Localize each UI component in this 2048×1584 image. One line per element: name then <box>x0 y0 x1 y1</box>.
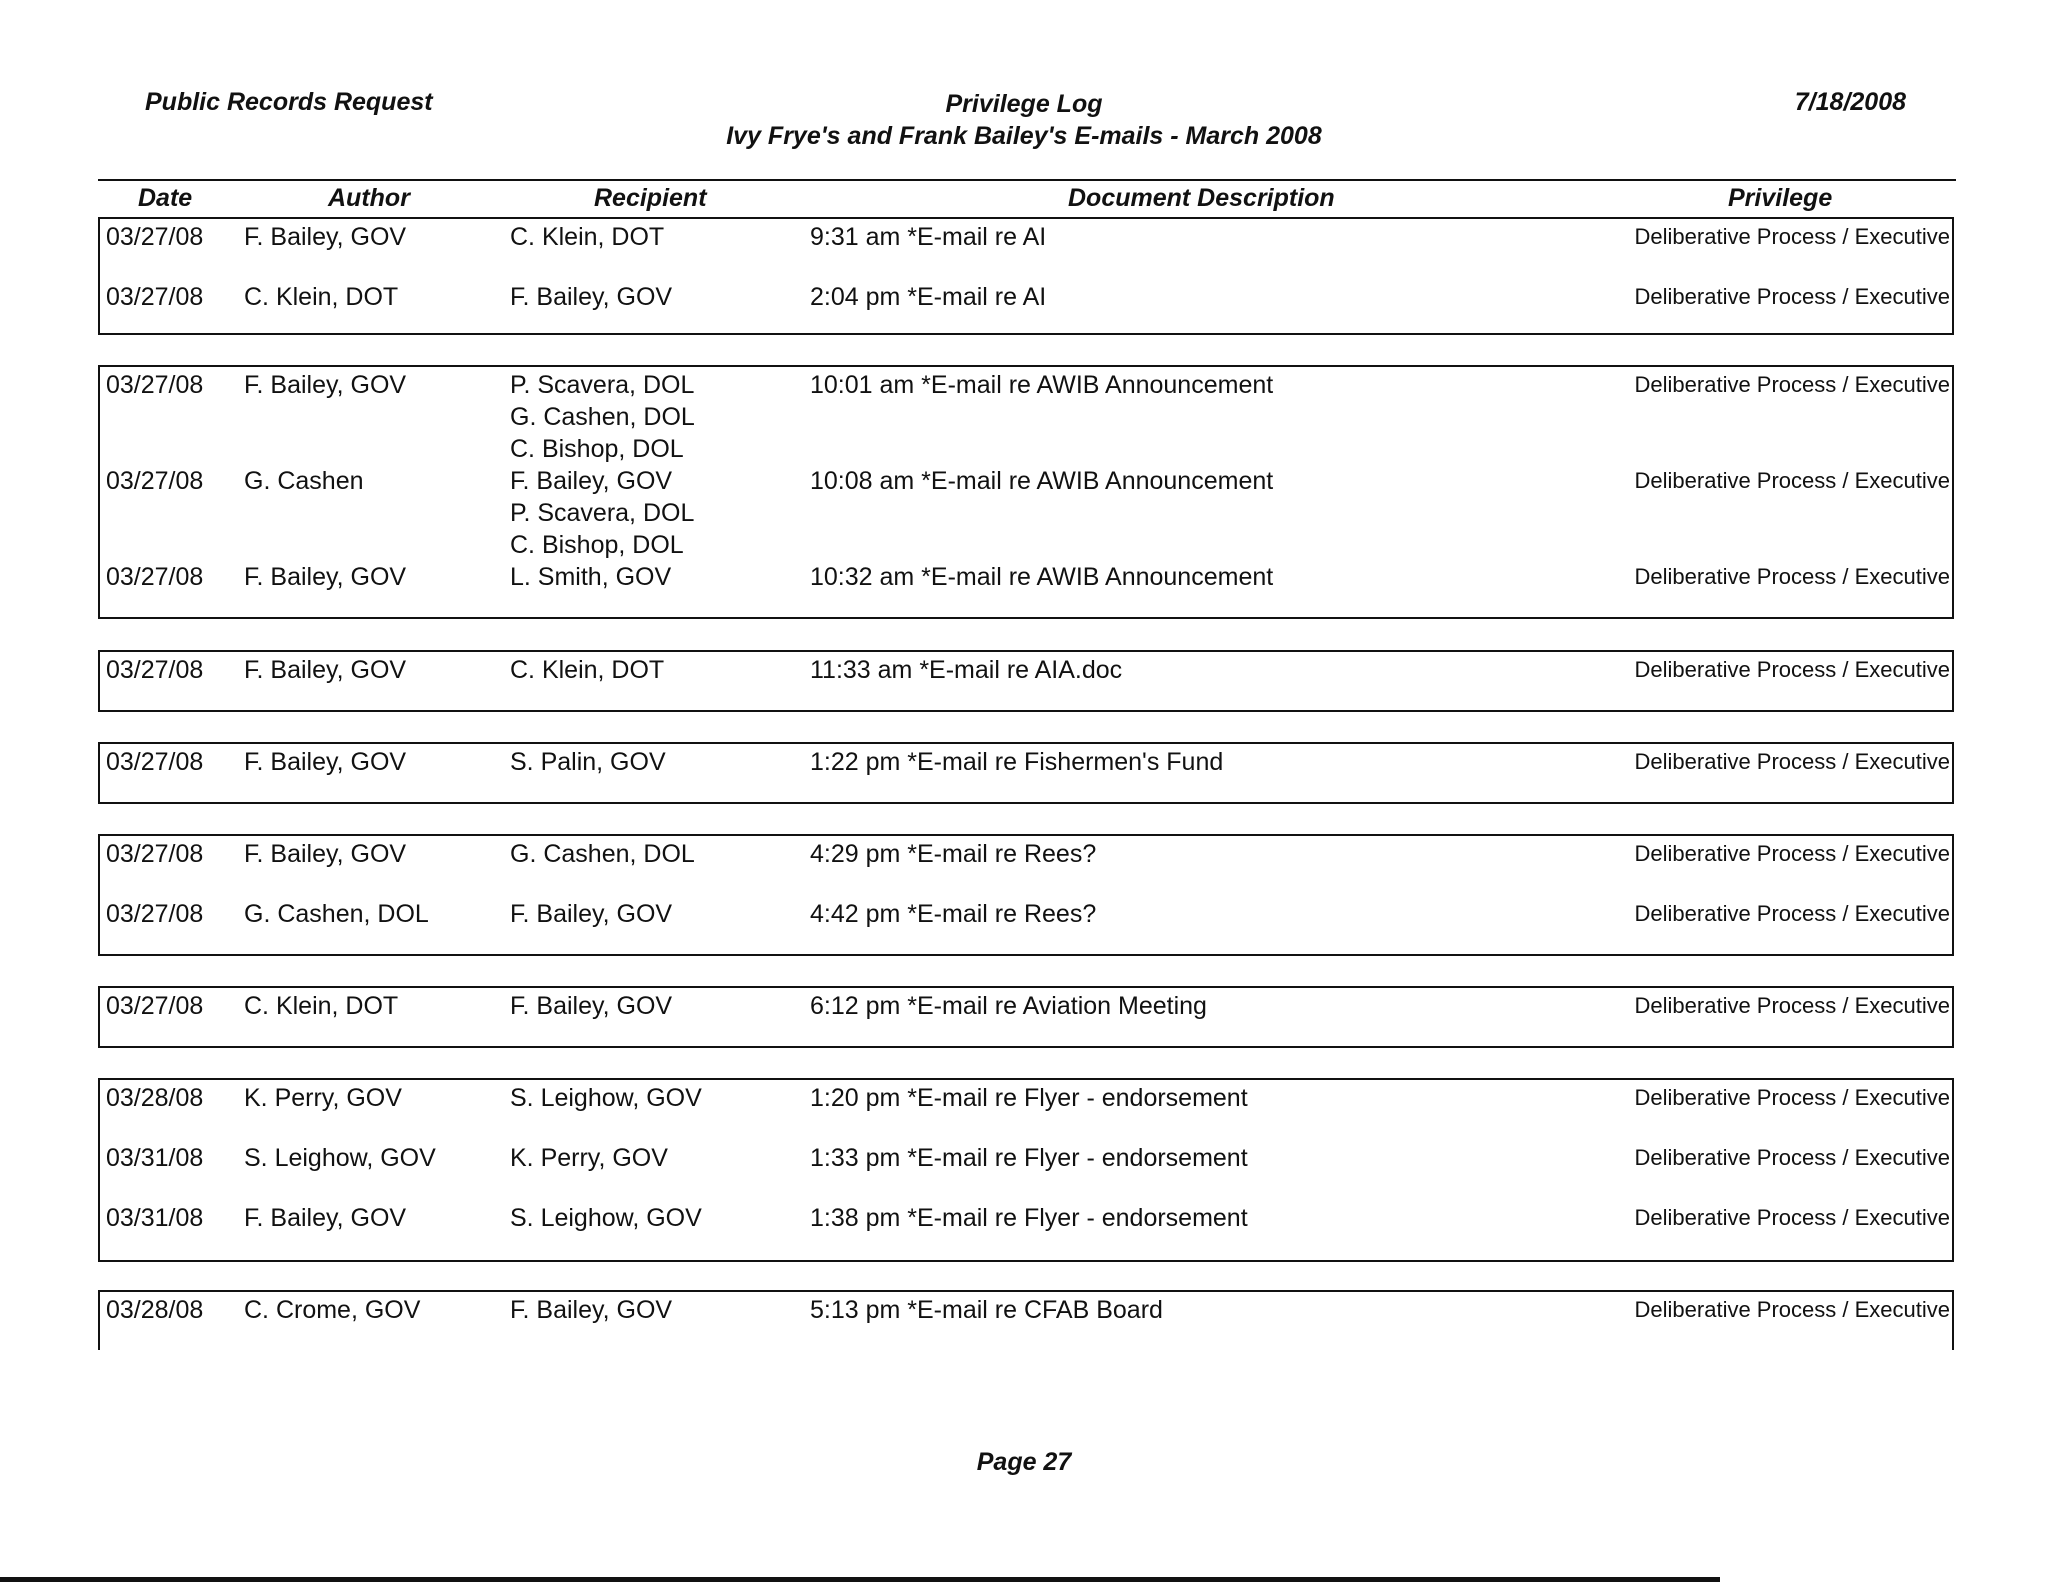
entry-recipients <box>510 1142 668 1174</box>
entry-author: C. Klein, DOT <box>244 992 399 1020</box>
entry-author: F. Bailey, GOV <box>244 748 407 776</box>
recipient-name: S. Palin, GOV <box>510 748 666 776</box>
recipient-name: P. Scavera, DOL <box>510 371 695 399</box>
log-group <box>98 1290 1954 1350</box>
log-group <box>98 650 1954 712</box>
entry-privilege: Deliberative Process / Executive <box>1634 468 1950 493</box>
log-group <box>98 1078 1954 1262</box>
entry-recipients <box>510 1082 702 1114</box>
entry-author: S. Leighow, GOV <box>244 1144 436 1172</box>
entry-author: G. Cashen, DOL <box>244 900 429 928</box>
recipient-name: F. Bailey, GOV <box>510 992 673 1020</box>
entry-privilege: Deliberative Process / Executive <box>1634 1205 1950 1230</box>
column-header-date: Date <box>138 184 193 212</box>
entry-date: 03/27/08 <box>106 656 204 684</box>
log-group <box>98 365 1954 619</box>
entry-recipients <box>510 221 664 253</box>
header-center-line2: Ivy Frye's and Frank Bailey's E-mails - March 2008 <box>726 122 1322 150</box>
log-group <box>98 217 1954 335</box>
recipient-name: G. Cashen, DOL <box>510 403 695 431</box>
recipient-name: C. Klein, DOT <box>510 656 665 684</box>
entry-recipients <box>510 1294 672 1326</box>
entry-recipients <box>510 1202 702 1234</box>
entry-description: 6:12 pm *E-mail re Aviation Meeting <box>810 992 1207 1020</box>
header-center <box>0 88 2048 152</box>
entry-date: 03/31/08 <box>106 1204 204 1232</box>
entry-privilege: Deliberative Process / Executive <box>1634 372 1950 397</box>
bottom-rule <box>0 1577 1720 1582</box>
entry-privilege: Deliberative Process / Executive <box>1634 1145 1950 1170</box>
header-rule <box>98 179 1956 181</box>
recipient-name: C. Klein, DOT <box>510 223 665 251</box>
entry-description: 9:31 am *E-mail re AI <box>810 223 1047 251</box>
entry-description: 1:33 pm *E-mail re Flyer - endorsement <box>810 1144 1248 1172</box>
entry-author: C. Klein, DOT <box>244 283 399 311</box>
header-center-line1: Privilege Log <box>945 90 1103 118</box>
entry-privilege: Deliberative Process / Executive <box>1634 993 1950 1018</box>
entry-description: 11:33 am *E-mail re AIA.doc <box>810 656 1123 684</box>
recipient-name: P. Scavera, DOL <box>510 499 695 527</box>
recipient-name: S. Leighow, GOV <box>510 1204 702 1232</box>
entry-author: F. Bailey, GOV <box>244 656 407 684</box>
entry-date: 03/27/08 <box>106 223 204 251</box>
entry-date: 03/27/08 <box>106 900 204 928</box>
entry-privilege: Deliberative Process / Executive <box>1634 284 1950 309</box>
recipient-name: F. Bailey, GOV <box>510 900 673 928</box>
entry-recipients <box>510 898 672 930</box>
log-group <box>98 742 1954 804</box>
entry-author: C. Crome, GOV <box>244 1296 421 1324</box>
column-header-recipient: Recipient <box>594 184 707 212</box>
entry-recipients <box>510 369 695 465</box>
entry-date: 03/27/08 <box>106 467 204 495</box>
recipient-name: C. Bishop, DOL <box>510 435 684 463</box>
entry-recipients <box>510 990 672 1022</box>
entry-recipients <box>510 561 671 593</box>
entry-date: 03/27/08 <box>106 840 204 868</box>
entry-privilege: Deliberative Process / Executive <box>1634 1085 1950 1110</box>
recipient-name: F. Bailey, GOV <box>510 1296 673 1324</box>
entry-date: 03/27/08 <box>106 992 204 1020</box>
column-header-description: Document Description <box>1068 184 1335 212</box>
entry-description: 1:22 pm *E-mail re Fishermen's Fund <box>810 748 1224 776</box>
entry-description: 10:08 am *E-mail re AWIB Announcement <box>810 467 1274 495</box>
entry-privilege: Deliberative Process / Executive <box>1634 749 1950 774</box>
entry-date: 03/28/08 <box>106 1084 204 1112</box>
entry-description: 5:13 pm *E-mail re CFAB Board <box>810 1296 1163 1324</box>
entry-date: 03/28/08 <box>106 1296 204 1324</box>
page-number: Page 27 <box>976 1448 1072 1476</box>
entry-author: F. Bailey, GOV <box>244 563 407 591</box>
entry-description: 2:04 pm *E-mail re AI <box>810 283 1047 311</box>
recipient-name: F. Bailey, GOV <box>510 467 673 495</box>
entry-privilege: Deliberative Process / Executive <box>1634 901 1950 926</box>
recipient-name: K. Perry, GOV <box>510 1144 668 1172</box>
entry-recipients <box>510 654 664 686</box>
entry-description: 1:20 pm *E-mail re Flyer - endorsement <box>810 1084 1248 1112</box>
entry-recipients <box>510 281 672 313</box>
entry-privilege: Deliberative Process / Executive <box>1634 657 1950 682</box>
entry-author: G. Cashen <box>244 467 364 495</box>
entry-description: 10:32 am *E-mail re AWIB Announcement <box>810 563 1274 591</box>
recipient-name: G. Cashen, DOL <box>510 840 695 868</box>
entry-description: 4:29 pm *E-mail re Rees? <box>810 840 1097 868</box>
entry-recipients <box>510 746 666 778</box>
entry-date: 03/27/08 <box>106 371 204 399</box>
entry-author: F. Bailey, GOV <box>244 1204 407 1232</box>
header-date: 7/18/2008 <box>1794 88 1906 116</box>
entry-author: F. Bailey, GOV <box>244 223 407 251</box>
column-header-privilege: Privilege <box>1728 184 1833 212</box>
recipient-name: L. Smith, GOV <box>510 563 672 591</box>
entry-author: F. Bailey, GOV <box>244 371 407 399</box>
entry-date: 03/27/08 <box>106 563 204 591</box>
recipient-name: F. Bailey, GOV <box>510 283 673 311</box>
entry-date: 03/31/08 <box>106 1144 204 1172</box>
recipient-name: C. Bishop, DOL <box>510 531 684 559</box>
recipient-name: S. Leighow, GOV <box>510 1084 702 1112</box>
entry-author: K. Perry, GOV <box>244 1084 402 1112</box>
entry-author: F. Bailey, GOV <box>244 840 407 868</box>
entry-date: 03/27/08 <box>106 748 204 776</box>
entry-description: 1:38 pm *E-mail re Flyer - endorsement <box>810 1204 1248 1232</box>
entry-description: 10:01 am *E-mail re AWIB Announcement <box>810 371 1274 399</box>
entry-privilege: Deliberative Process / Executive <box>1634 1297 1950 1322</box>
column-header-author: Author <box>328 184 410 212</box>
entry-recipients <box>510 838 695 870</box>
entry-privilege: Deliberative Process / Executive <box>1634 564 1950 589</box>
log-group <box>98 834 1954 956</box>
entry-date: 03/27/08 <box>106 283 204 311</box>
entry-privilege: Deliberative Process / Executive <box>1634 224 1950 249</box>
entry-description: 4:42 pm *E-mail re Rees? <box>810 900 1097 928</box>
header-left-title: Public Records Request <box>145 88 433 116</box>
entry-privilege: Deliberative Process / Executive <box>1634 841 1950 866</box>
log-group <box>98 986 1954 1048</box>
entry-recipients <box>510 465 694 561</box>
